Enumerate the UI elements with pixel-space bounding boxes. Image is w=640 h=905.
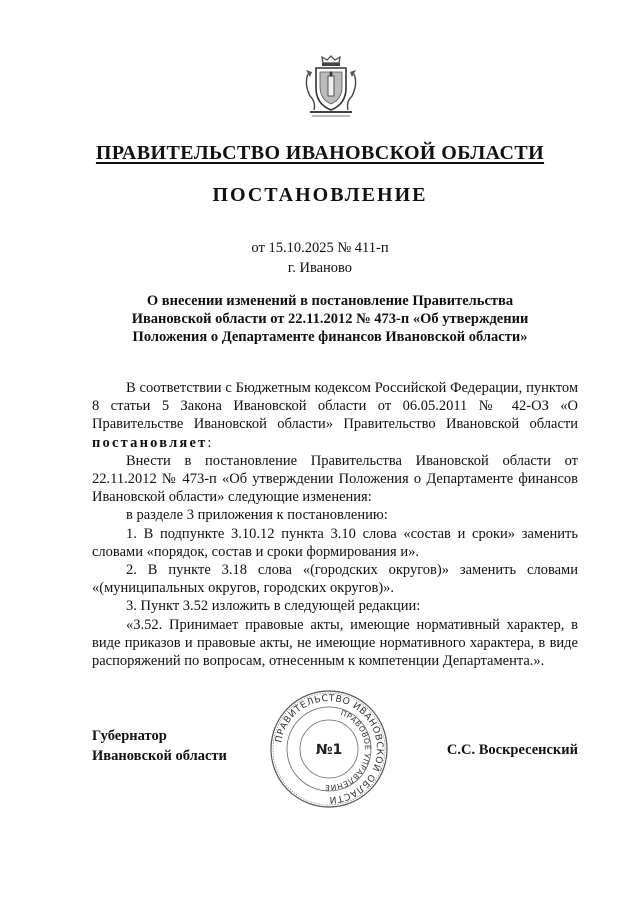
document-type-heading: ПОСТАНОВЛЕНИЕ	[212, 184, 428, 206]
coat-of-arms-icon	[300, 52, 362, 122]
signatory-name: С.С. Воскресенский	[446, 742, 578, 758]
resolves-word: постановляет	[92, 434, 208, 451]
body-paragraph: «3.52. Принимает правовые акты, имеющие нормативный характер, в виде приказов и правовые акты, не имеющие нормативного характера, в виде распоряжений по вопросам, отнесенным к компетенции Департамента.».	[92, 616, 578, 670]
document-body	[92, 379, 578, 670]
stamp-outer-text: ПРАВИТЕЛЬСТВО ИВАНОВСКОЙ ОБЛАСТИ	[273, 692, 386, 806]
document-city: г. Иваново	[287, 260, 353, 276]
title-line: Положения о Департаменте финансов Ивановской области»	[132, 329, 528, 345]
body-paragraph: Внести в постановление Правительства Ивановской области от 22.11.2012 № 473-п «Об утверждении Положения о Департаменте финансов Ивановской области» следующие изменения:	[92, 452, 578, 506]
body-paragraph: 1. В подпункте 3.10.12 пункта 3.10 слова «состав и сроки» заменить словами «порядок, состав и сроки формирования и».	[92, 525, 578, 560]
date-and-place	[0, 238, 640, 278]
title-line: Ивановской области от 22.11.2012 № 473-п «Об утверждении	[131, 311, 529, 327]
document-date-number: от 15.10.2025 № 411-п	[251, 240, 389, 256]
stamp-number: №1	[315, 742, 343, 758]
body-paragraph: 2. В пункте 3.18 слова «(городских округов)» заменить словами «(муниципальных округов, городских округов)».	[92, 562, 578, 597]
signatory-position: Губернатор Ивановской области	[92, 728, 227, 764]
body-paragraph: в разделе 3 приложения к постановлению:	[126, 507, 388, 524]
preamble-paragraph: В соответствии с Бюджетным кодексом Российской Федерации, пунктом 8 статьи 5 Закона Ивановской области от 06.05.2011 № 42-ОЗ «О Правительстве Ивановской области» Правительство Ивановской области постановляет:	[92, 380, 578, 451]
body-paragraph: 3. Пункт 3.52 изложить в следующей редакции:	[126, 598, 421, 615]
title-line: О внесении изменений в постановление Правительства	[146, 293, 514, 309]
document-title	[80, 292, 580, 346]
official-stamp	[268, 688, 390, 810]
stamp-inner-text: ПРАВОВОЕ УПРАВЛЕНИЕ	[324, 708, 373, 793]
organization-heading: ПРАВИТЕЛЬСТВО ИВАНОВСКОЙ ОБЛАСТИ	[95, 142, 545, 164]
